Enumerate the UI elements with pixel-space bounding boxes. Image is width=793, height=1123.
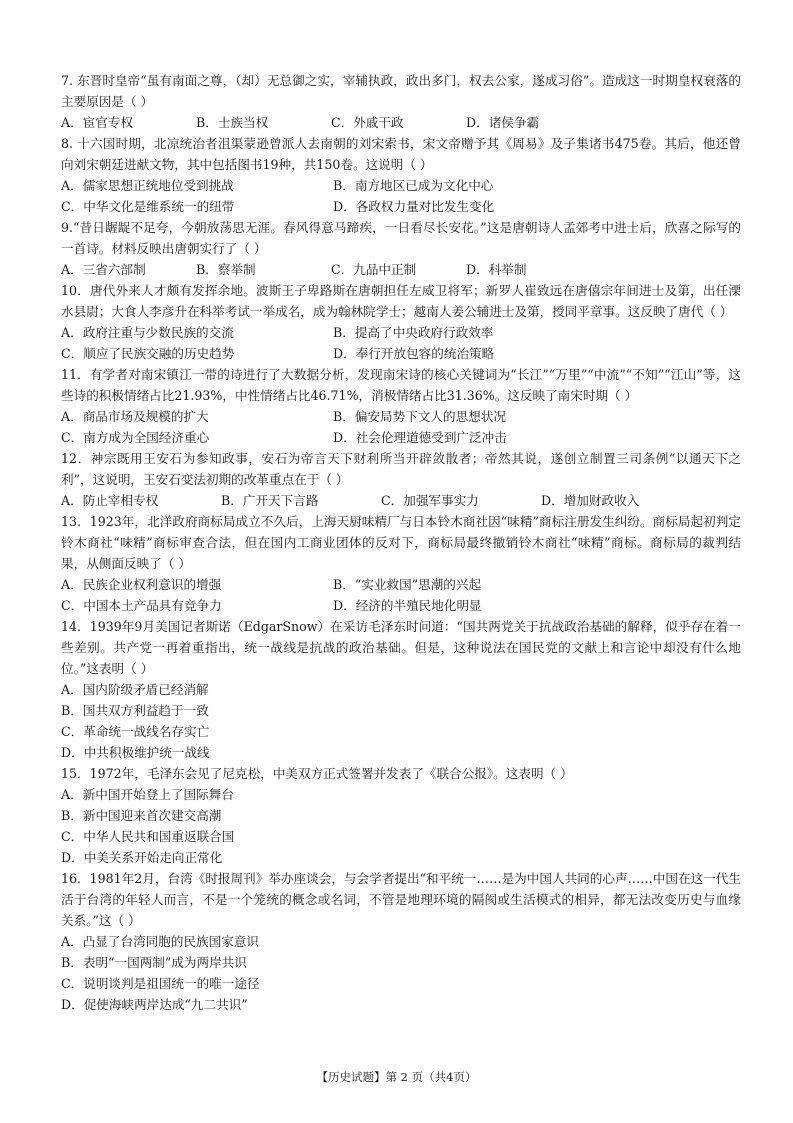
options-grid	[61, 574, 741, 616]
option-b[interactable]: B．“实业救国”思潮的兴起	[333, 577, 482, 592]
question-7	[61, 70, 741, 133]
option-a[interactable]: A．防止宰相专权	[61, 493, 159, 508]
option-b[interactable]: B．士族当权	[196, 115, 269, 130]
option-d[interactable]: D．促使海峡两岸达成“九二共识”	[61, 997, 248, 1012]
option-c[interactable]: C．革命统一战线名存实亡	[61, 724, 210, 739]
question-stem: 13．1923年，北洋政府商标局成立不久后，上海天厨味精厂与日本铃木商社因“味精”商标注册发生纠纷。商标局起初判定铃木商社“味精”商标审查合法，但在国内工商业团体的反对下，商标局最终撤销铃木商社“味精”商标。商标局的裁判结果，从侧面反映了（ ）	[61, 514, 741, 571]
question-stem: 7. 东晋时皇帝“虽有南面之尊，（却）无总御之实，宰辅执政，政出多门，权去公家，遂成习俗”。造成这一时期皇权衰落的主要原因是（ ）	[61, 73, 741, 109]
option-c[interactable]: C．说明谈判是祖国统一的唯一途径	[61, 976, 260, 991]
question-stem: 16．1981年2月，台湾《时报周刊》举办座谈会，与会学者提出“和平统一……是为中国人共同的心声……中国在这一代生活于台湾的年轻人而言，不是一个笼统的概念或名词，不管是地理环境的隔阂或生活模式的相异，都无法改变历史与血缘关系。”这（ ）	[61, 871, 741, 928]
option-b[interactable]: B．察举制	[196, 262, 256, 277]
question-list	[61, 70, 741, 1015]
question-stem: 12．神宗既用王安石为参知政事，安石为帝言天下财利所当开辟敛散者；帝然其说，遂创立制置三司条例“以通天下之利”，这说明，王安石变法初期的改革重点在于（ ）	[61, 451, 741, 487]
options-list	[61, 679, 741, 763]
option-b[interactable]: B．偏安局势下文人的思想状况	[333, 409, 506, 424]
question-stem: 8. 十六国时期，北凉统治者沮渠蒙逊曾派人去南朝的刘宋索书，宋文帝赠予其《周易》及子集诸书475卷。其后，他还曾向刘宋朝廷进献文物，其中包括图书19种，共150卷。这说明（ ）	[61, 136, 741, 172]
question-14	[61, 616, 741, 763]
option-c[interactable]: C．加强军事实力	[381, 493, 479, 508]
option-a[interactable]: A．国内阶级矛盾已经消解	[61, 682, 209, 697]
question-11	[61, 364, 741, 448]
options-list	[61, 931, 741, 1015]
option-a[interactable]: A．民族企业权利意识的增强	[61, 577, 222, 592]
option-a[interactable]: A．凸显了台湾同胞的民族国家意识	[61, 934, 260, 949]
option-d[interactable]: D．经济的半殖民地化明显	[333, 598, 482, 613]
question-stem: 15．1972年，毛泽东会见了尼克松，中美双方正式签署并发表了《联合公报》。这表明（ ）	[61, 766, 573, 781]
option-a[interactable]: A．政府注重与少数民族的交流	[61, 325, 234, 340]
options-row	[61, 490, 741, 511]
option-d[interactable]: D．增加财政收入	[541, 493, 640, 508]
options-list	[61, 784, 741, 868]
options-grid	[61, 175, 741, 217]
option-d[interactable]: D．诸侯争霸	[466, 115, 540, 130]
option-a[interactable]: A．宦官专权	[61, 115, 134, 130]
option-c[interactable]: C．外戚干政	[331, 115, 404, 130]
question-15	[61, 763, 741, 868]
option-c[interactable]: C．中华人民共和国重返联合国	[61, 829, 235, 844]
question-8	[61, 133, 741, 217]
question-10	[61, 280, 741, 364]
option-b[interactable]: B．南方地区已成为文化中心	[333, 178, 494, 193]
question-stem: 14．1939年9月美国记者斯诺（EdgarSnow）在采访毛泽东时问道：“国共两党关于抗战政治基础的解释，似乎存在着一些差别。共产党一再着重指出，统一战线是抗战的政治基础。但是，这种说法在国民党的文献上和言论中却没有什么地位。”这表明（ ）	[61, 619, 741, 676]
question-12	[61, 448, 741, 511]
question-13	[61, 511, 741, 616]
option-d[interactable]: D．中共积极维护统一战线	[61, 745, 210, 760]
option-b[interactable]: B．广开天下言路	[221, 493, 319, 508]
option-d[interactable]: D．各政权力量对比发生变化	[333, 199, 495, 214]
options-row	[61, 112, 741, 133]
option-a[interactable]: A．商品市场及规模的扩大	[61, 409, 209, 424]
option-c[interactable]: C．中华文化是维系统一的纽带	[61, 199, 235, 214]
page-footer: 【历史试题】第 2 页（共4页）	[316, 1070, 477, 1084]
option-c[interactable]: C．顺应了民族交融的历史趋势	[61, 346, 235, 361]
option-d[interactable]: D．社会伦理道德受到广泛冲击	[333, 430, 507, 445]
option-b[interactable]: B．表明“一国两制”成为两岸共识	[61, 955, 247, 970]
option-b[interactable]: B．国共双方利益趋于一致	[61, 703, 209, 718]
option-c[interactable]: C．九品中正制	[331, 262, 417, 277]
question-stem: 9.“昔日龌龊不足夸，今朝放荡思无涯。春风得意马蹄疾，一日看尽长安花。”这是唐朝诗人孟郊考中进士后，欣喜之际写的一首诗。材料反映出唐朝实行了（ ）	[61, 220, 741, 256]
option-b[interactable]: B．提高了中央政府行政效率	[333, 325, 494, 340]
option-d[interactable]: D．科举制	[466, 262, 527, 277]
option-b[interactable]: B．新中国迎来首次建交高潮	[61, 808, 222, 823]
question-stem: 11．有学者对南宋镇江一带的诗进行了大数据分析，发现南宋诗的核心关键词为“长江”“万里”“中流”“不知”“江山”等，这些诗的积极情绪占比21.93%，中性情绪占比46.71%，消极情绪占比31.36%。这反映了南宋时期（ ）	[61, 367, 741, 403]
option-c[interactable]: C．南方成为全国经济重心	[61, 430, 210, 445]
question-16	[61, 868, 741, 1015]
option-a[interactable]: A．新中国开始登上了国际舞台	[61, 787, 234, 802]
option-c[interactable]: C．中国本土产品具有竞争力	[61, 598, 222, 613]
question-stem: 10．唐代外来人才颇有发挥余地。波斯王子卑路斯在唐朝担任左威卫将军；新罗人崔致远在唐僖宗年间进士及第，出任溧水县尉；大食人李彦升在科举考试一举成名，成为翰林院学士；越南人姜公辅进士及第，授同平章事。这反映了唐代（ ）	[61, 283, 741, 319]
options-row	[61, 259, 741, 280]
option-a[interactable]: A．儒家思想正统地位受到挑战	[61, 178, 234, 193]
option-d[interactable]: D．奉行开放包容的统治策略	[333, 346, 495, 361]
options-grid	[61, 322, 741, 364]
option-a[interactable]: A．三省六部制	[61, 262, 146, 277]
question-9	[61, 217, 741, 280]
options-grid	[61, 406, 741, 448]
option-d[interactable]: D．中美关系开始走向正常化	[61, 850, 223, 865]
